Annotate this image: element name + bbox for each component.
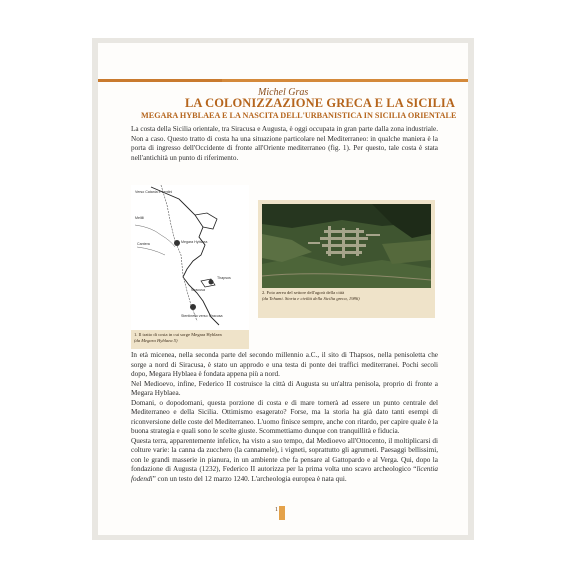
aerial-photo: [262, 204, 431, 288]
main-text: [131, 351, 438, 484]
paragraph-4: Domani, o dopodomani, questa porzione di costa e di mare tornerà ad essere un punto centrale del Mediterraneo e della Sicilia. Ottimismo esagerato? Forse, ma la storia ha già dato tanti esempi di riconversione delle coste del Mediterraneo. L'uomo finisce sempre, anche con ritardo, per capire quale è la buona strategia e quali sono le scelte giuste. Scommettiamo dunque con tranquillità e fiducia.: [131, 398, 438, 435]
stentinello-marker: [190, 304, 196, 310]
article-subtitle: MEGARA HYBLAEA E LA NASCITA DELL'URBANISTICA IN SICILIA ORIENTALE: [141, 111, 457, 120]
map-label-cantera: Cantera: [137, 242, 150, 246]
megara-marker: [174, 240, 180, 246]
paragraph-5-italic: licentia fodendi: [131, 465, 438, 483]
map-label-melilli: Melilli: [135, 216, 144, 220]
coastline: [151, 187, 219, 325]
paragraph-3: Nel Medioevo, infine, Federico II costruisce la città di Augusta su un'altra penisola, proprio di fronte a Megara Hyblaea.: [131, 379, 438, 397]
aerial-photo-svg: [262, 204, 431, 288]
map-label-top: Verso Catania e Lentini: [135, 190, 173, 194]
map-label-thapsos: Thapsos: [217, 276, 231, 280]
thapsos-marker: [209, 280, 214, 285]
page-number-tab: [275, 506, 285, 520]
coast-map: [131, 185, 249, 330]
road-cantera: [137, 247, 165, 255]
paragraph-5-end: ” con un testo del 12 marzo 1240. L'archeologia europea è nata qui.: [152, 474, 347, 483]
header-rule-accent: [98, 79, 222, 82]
paragraph-5-start: Questa terra, apparentemente infelice, ha visto a suo tempo, dal Medioevo all'Ottocento, il moltiplicarsi di colture varie: la canna da zucchero (la cannamele), i vigneti, soprattutto gli agrumeti. Paesaggi bellissimi, con le grandi masserie in pianura, in un ambiente che fa pensare al Gattopardo e al Verga. Qui, dopo la fondazione di Augusta (1232), Federico II autorizza per la prima volta uno scavo archeologico “: [131, 436, 438, 473]
route-line: [161, 185, 197, 321]
map-label-megara: Megara Hyblaea: [181, 240, 208, 244]
map-label-stentinello: Stentinello verso Siracusa: [181, 314, 223, 318]
figure2-caption-source: (da Tehumi. Storia e civiltà della Sicilia greca, 1986): [262, 295, 360, 301]
augusta-peninsula: [195, 213, 217, 229]
figure2-caption: [262, 290, 430, 302]
coast-map-svg: [131, 185, 249, 330]
map-label-siracusa: Siracusa: [191, 288, 205, 292]
intro-paragraph: La costa della Sicilia orientale, tra Siracusa e Augusta, è oggi occupata in gran parte dalla zona industriale. Non a caso. Questo tratto di costa ha una situazione particolare nel Mediterraneo: in qualche maniera è la porta di ingresso dell'Occidente di fronte all'Oriente mediterraneo (fig. 1). Per questo, tale costa è stata nell'antichità un punto di riferimento.: [131, 125, 438, 162]
paragraph-5: [131, 437, 438, 485]
figure1-caption-source: (da Megara Hyblaea 5): [134, 337, 178, 343]
author-name: Michel Gras: [258, 87, 309, 98]
figure1-caption: [131, 330, 249, 349]
article-title: LA COLONIZZAZIONE GRECA E LA SICILIA: [185, 96, 455, 110]
figure1-caption-main: 1. Il tratto di costa in cui sorge Megara Hyblaea: [134, 332, 222, 337]
paragraph-2: In età micenea, nella seconda parte del secondo millennio a.C., il sito di Thapsos, nella penisoletta che sorge a nord di Siracusa, è stato un approdo e una testa di ponte dei traffici mediterranei. Pochi secoli dopo, Megara Hyblaea è fondata appena più a nord.: [131, 351, 438, 378]
figure2-caption-main: 2. Foto aerea del settore dell'agorà della città: [262, 290, 345, 295]
page-number: 1: [275, 507, 278, 513]
